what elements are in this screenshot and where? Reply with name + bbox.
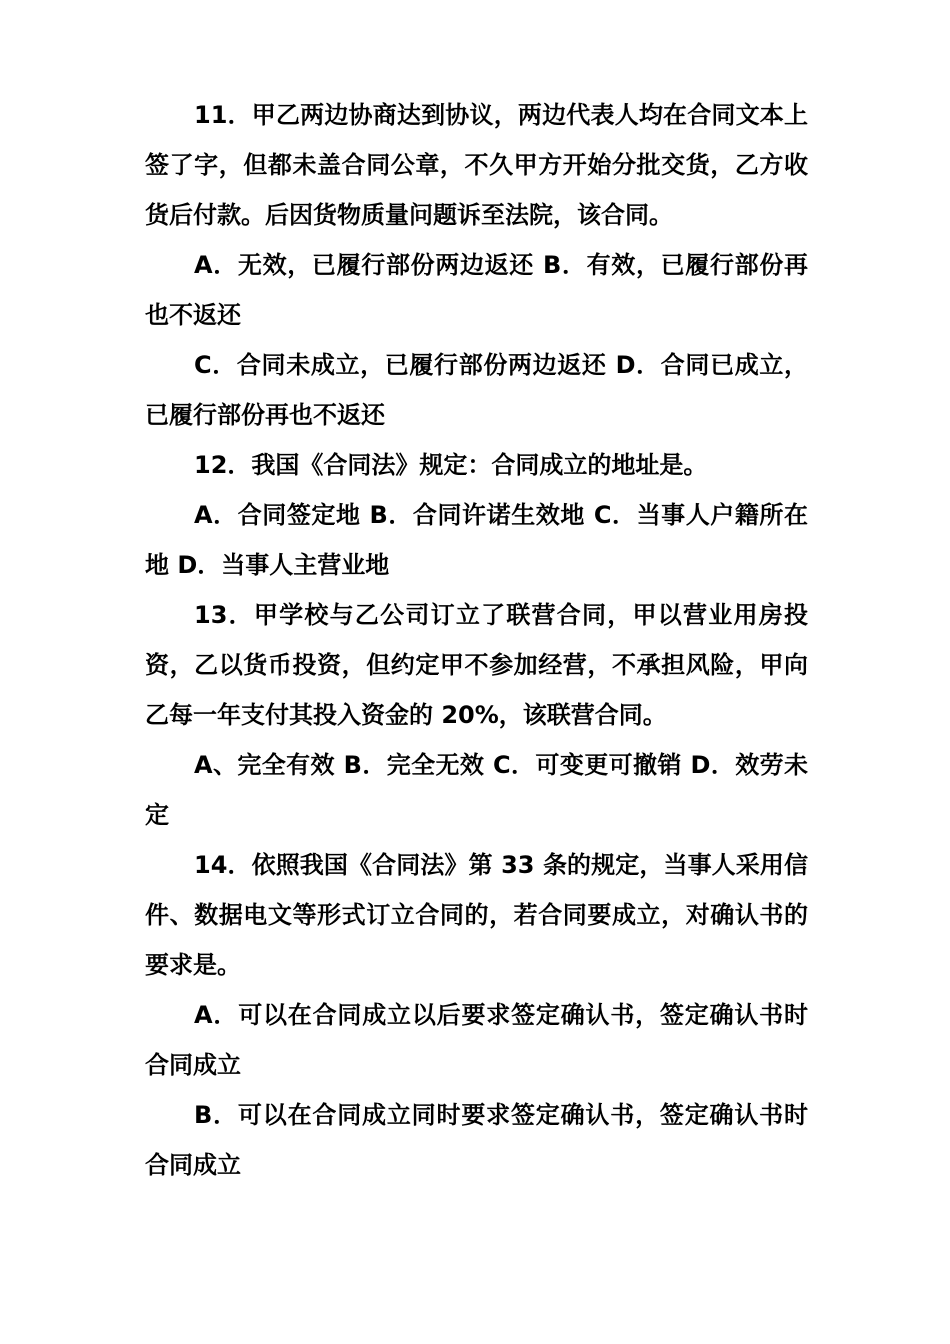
question-14-option-b: B．可以在合同成立同时要求签定确认书，签定确认书时合同成立 [145,1101,808,1179]
question-13-options: A、完全有效 B．完全无效 C．可变更可撤销 D．效劳未定 [145,751,808,829]
question-13-text: 13．甲学校与乙公司订立了联营合同，甲以营业用房投资，乙以货币投资，但约定甲不参加经营，不承担风险，甲向乙每一年支付其投入资金的 20%，该联营合同。 [145,601,808,729]
question-12-text: 12．我国《合同法》规定：合同成立的地址是。 [194,451,708,479]
document-page [145,90,808,1190]
question-14-option-a: A．可以在合同成立以后要求签定确认书，签定确认书时合同成立 [145,1001,808,1079]
question-12-options: A．合同签定地 B．合同许诺生效地 C．当事人户籍所在地 D．当事人主营业地 [145,501,808,579]
question-11-options-ab: A．无效，已履行部份两边返还 B．有效，已履行部份再也不返还 [145,251,808,329]
question-14-text: 14．依照我国《合同法》第 33 条的规定，当事人采用信件、数据电文等形式订立合同的，若合同要成立，对确认书的要求是。 [145,851,808,979]
question-11-text: 11．甲乙两边协商达到协议，两边代表人均在合同文本上签了字，但都未盖合同公章，不久甲方开始分批交货，乙方收货后付款。后因货物质量问题诉至法院，该合同。 [145,101,808,229]
question-11-options-cd: C．合同未成立，已履行部份两边返还 D．合同已成立，已履行部份再也不返还 [145,351,808,429]
